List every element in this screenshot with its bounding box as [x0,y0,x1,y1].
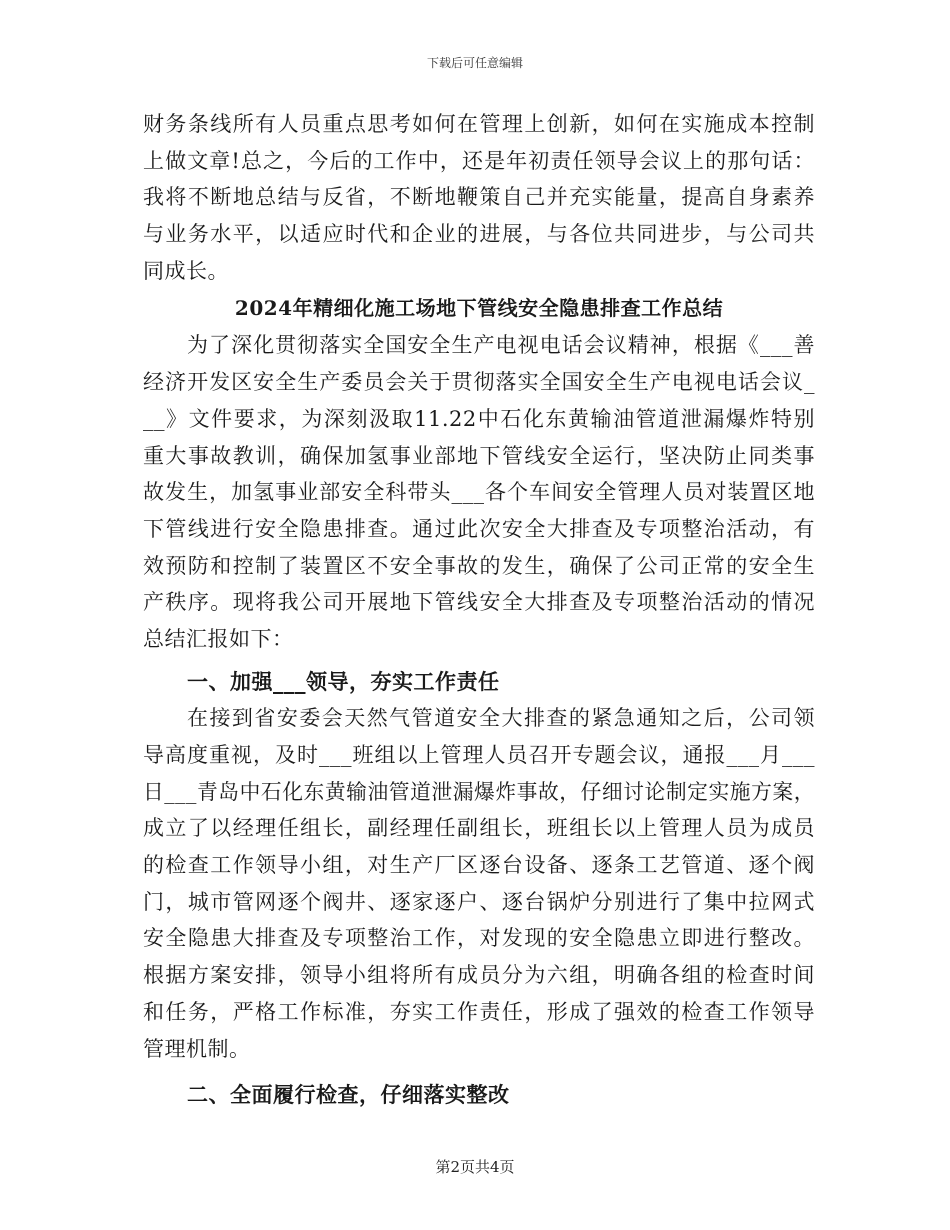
text-line: 效预防和控制了装置区不安全事故的发生，确保了公司正常的安全生 [143,553,815,578]
text-line: 安全隐患大排查及专项整治工作，对发现的安全隐患立即进行整改。 [143,926,815,951]
text-line: 在接到省安委会天然气管道安全大排查的紧急通知之后，公司领 [187,706,815,731]
text-line: 重大事故教训，确保加氢事业部地下管线安全运行，坚决防止同类事 [143,443,815,468]
text-line: 下管线进行安全隐患排查。通过此次安全大排查及专项整治活动，有 [143,516,815,541]
text-line: __》文件要求，为深刻汲取11.22中石化东黄输油管道泄漏爆炸特别 [143,406,815,431]
section-heading-1: 一、加强___领导，夯实工作责任 [187,668,500,694]
text-line: 与业务水平，以适应时代和企业的进展，与各位共同进步，与公司共 [143,222,815,247]
paragraph-intro [143,106,815,289]
page-header: 下载后可任意编辑 [426,56,523,70]
paragraph-preface [143,327,815,657]
text-line: 导高度重视，及时___班组以上管理人员召开专题会议，通报___月___ [143,743,815,767]
text-line: 上做文章!总之，今后的工作中，还是年初责任领导会议上的那句话： [143,148,815,173]
text-line: 为了深化贯彻落实全国安全生产电视电话会议精神，根据《___善 [187,333,815,358]
page-footer: 第2页共4页 [435,1158,515,1176]
text-line: 的检查工作领导小组，对生产厂区逐台设备、逐条工艺管道、逐个阀 [143,853,815,878]
text-line: 同成长。 [143,258,229,283]
text-line: 我将不断地总结与反省，不断地鞭策自己并充实能量，提高自身素养 [143,185,815,210]
text-line: 财务条线所有人员重点思考如何在管理上创新，如何在实施成本控制 [143,112,815,136]
text-line: 总结汇报如下： [143,626,294,651]
text-line: 管理机制。 [143,1036,251,1061]
text-line: 经济开发区安全生产委员会关于贯彻落实全国安全生产电视电话会议_ [143,370,815,395]
text-line: 成立了以经理任组长，副经理任副组长，班组长以上管理人员为成员 [143,816,815,841]
document-title: 2024年精细化施工场地下管线安全隐患排查工作总结 [234,296,724,321]
text-line: 门，城市管网逐个阀井、逐家逐户、逐台锅炉分别进行了集中拉网式 [143,889,815,914]
section-heading-2: 二、全面履行检查，仔细落实整改 [187,1082,510,1108]
document-body [143,106,815,1114]
paragraph-section-1 [143,700,815,1067]
text-line: 根据方案安排，领导小组将所有成员分为六组，明确各组的检查时间 [143,963,815,988]
text-line: 和任务，严格工作标准，夯实工作责任，形成了强效的检查工作领导 [143,999,815,1024]
text-line: 日___青岛中石化东黄输油管道泄漏爆炸事故，仔细讨论制定实施方案， [143,779,815,804]
text-line: 产秩序。现将我公司开展地下管线安全大排查及专项整治活动的情况 [143,590,815,615]
text-line: 故发生，加氢事业部安全科带头___各个车间安全管理人员对装置区地 [143,480,815,505]
